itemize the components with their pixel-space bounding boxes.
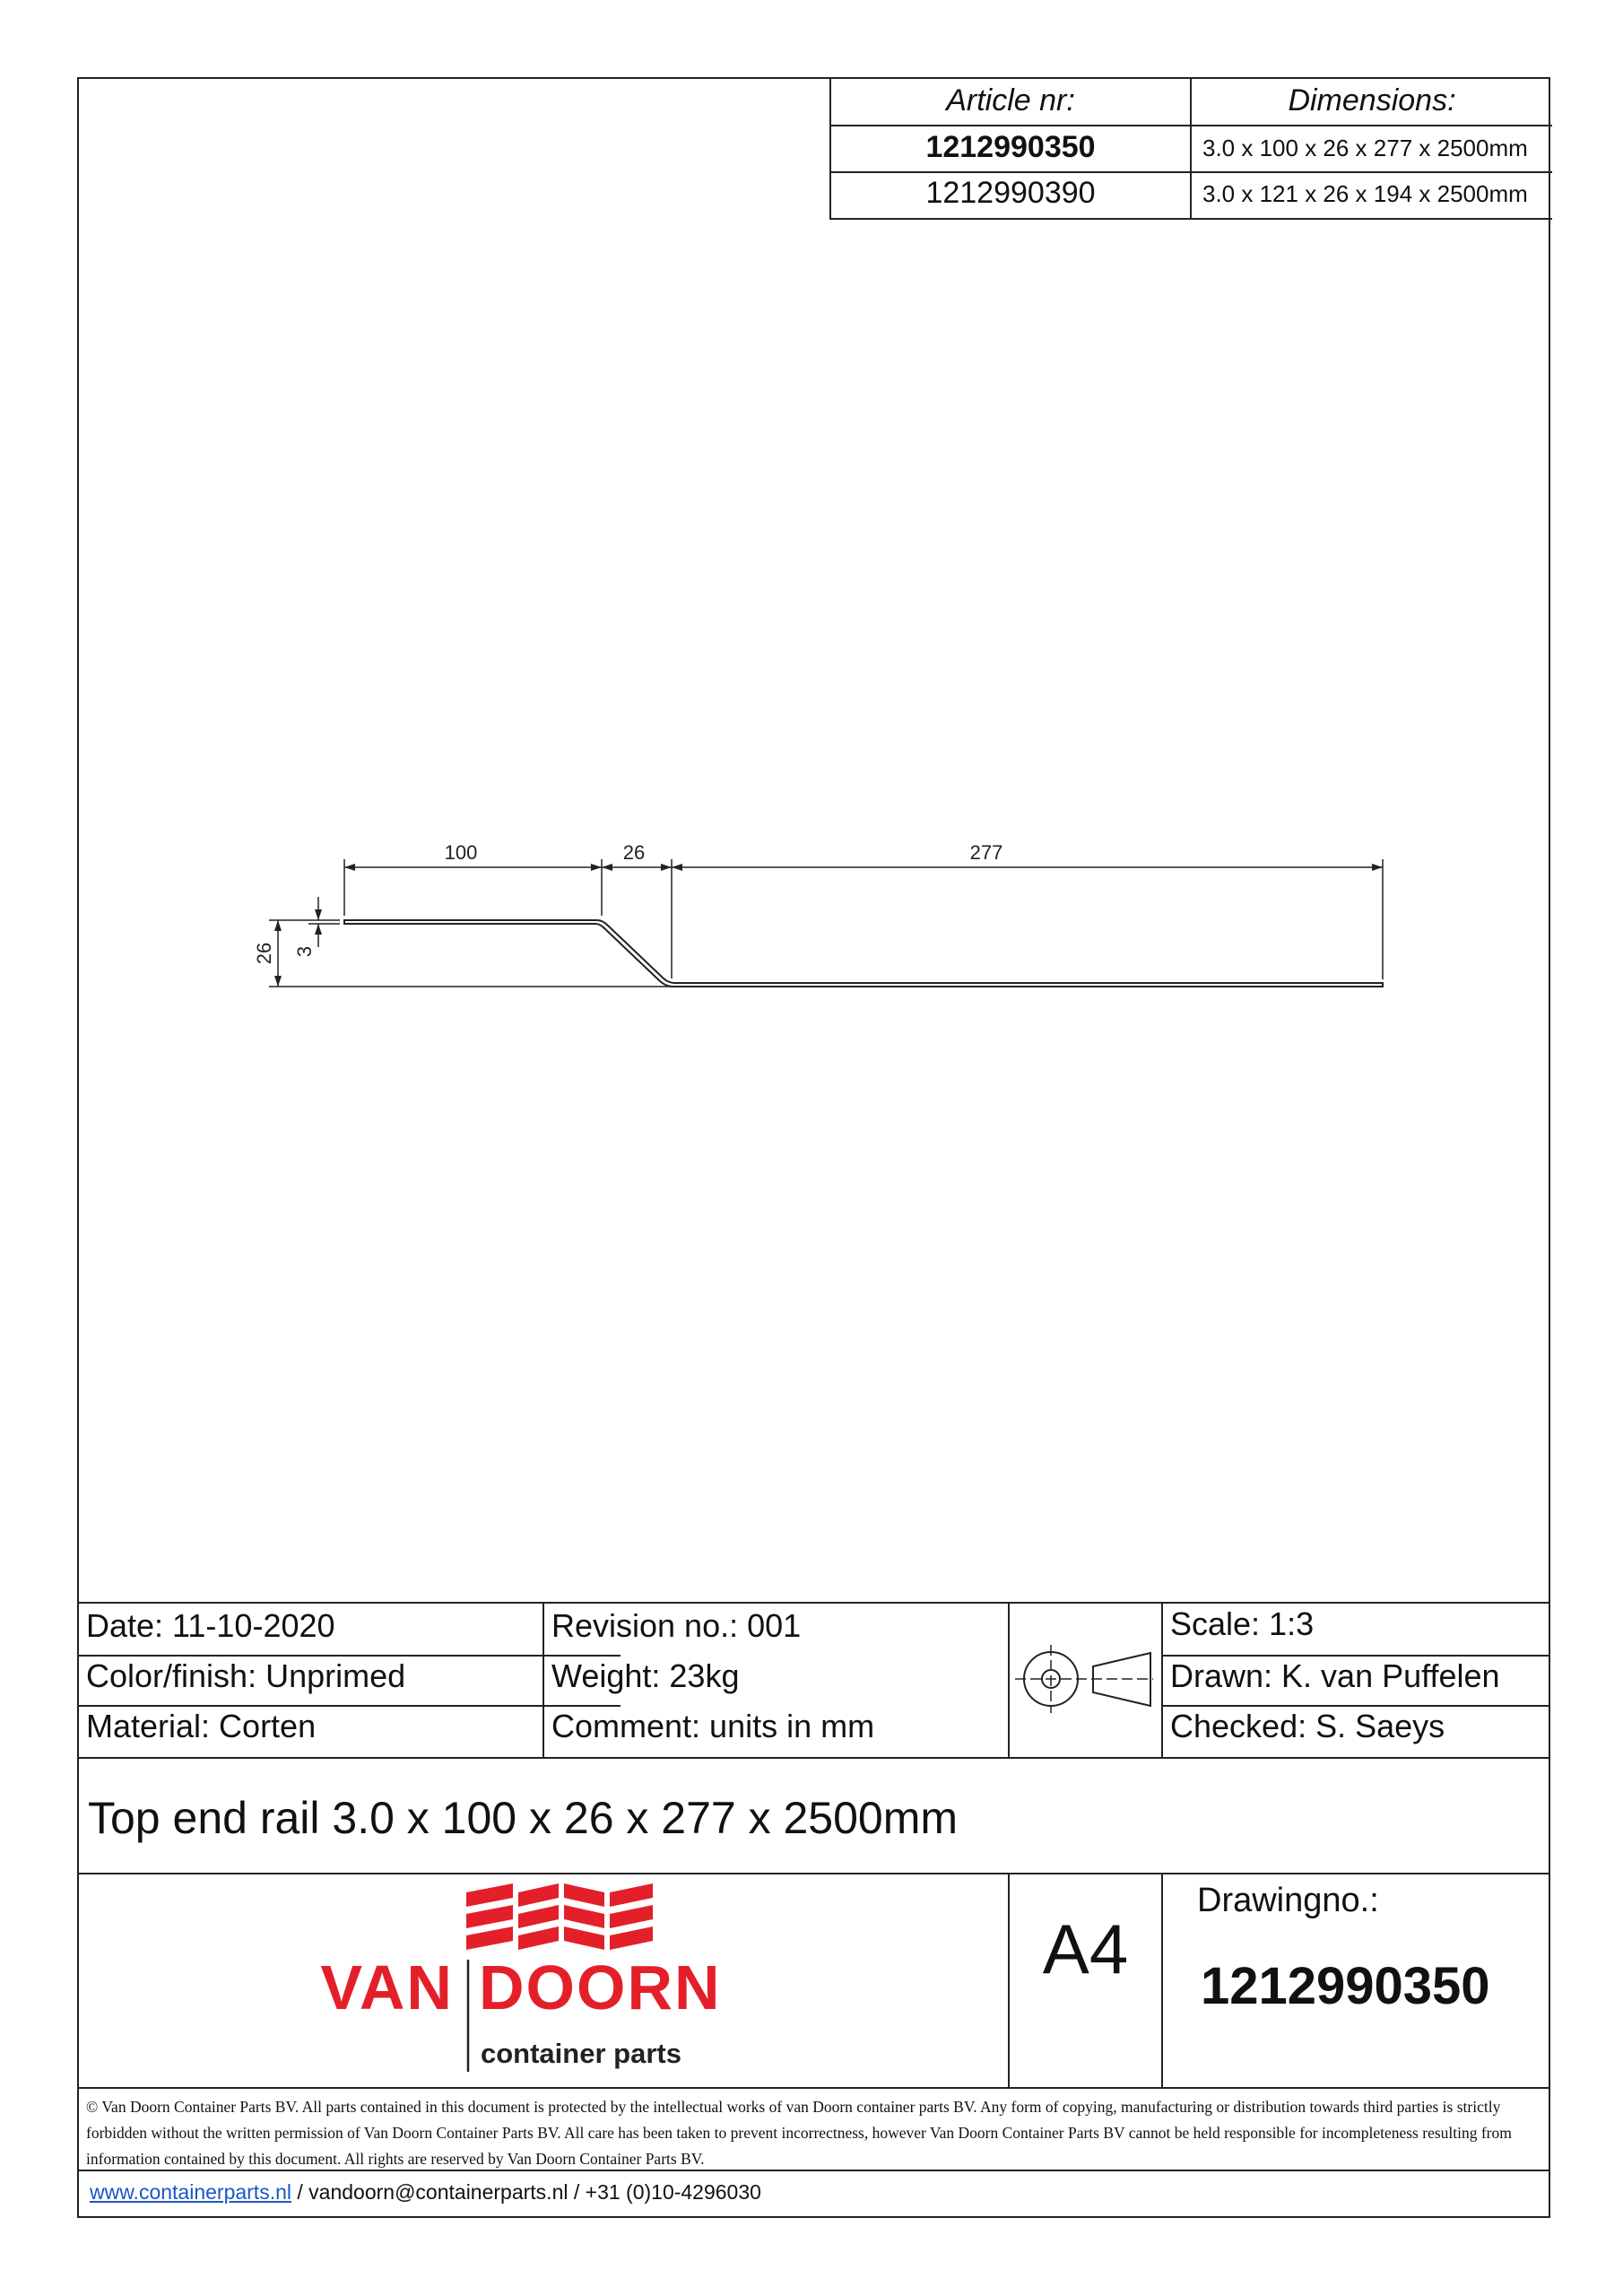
- weight-field: Weight: 23kg: [551, 1657, 740, 1694]
- contact-details: / vandoorn@containerparts.nl / +31 (0)10-4296030: [291, 2180, 761, 2204]
- dimension-label-26-side: 26: [253, 942, 275, 965]
- copyright-notice: © Van Doorn Container Parts BV. All parts contained in this document is protected by the intellectual works of van Doorn container parts BV. Any form of copying, manufacturing or distribution towards third parties is strictly forbidden without the written permission of Van Doorn Container Parts BV. All care has been taken to prevent incorrectness, however Van Doorn Container Parts BV cannot be held responsible for incompleteness resulting from information contained by this document. All rights are reserved by Van Doorn Container Parts BV.: [86, 2098, 1512, 2168]
- dimension-label-277: 277: [969, 841, 1003, 864]
- dimensions-cell: 3.0 x 100 x 26 x 277 x 2500mm: [1202, 135, 1528, 161]
- logo-brand-left: VAN: [320, 1952, 454, 2022]
- profile-drawing: [79, 79, 1552, 1604]
- revision-field: Revision no.: 001: [551, 1607, 802, 1644]
- checked-by-field: Checked: S. Saeys: [1170, 1708, 1445, 1744]
- date-field: Date: 11-10-2020: [86, 1607, 335, 1644]
- paper-size: A4: [1042, 1909, 1129, 1988]
- article-number-cell: 1212990350: [925, 130, 1096, 164]
- comment-field: Comment: units in mm: [551, 1708, 875, 1744]
- drawing-frame: [77, 77, 1550, 2218]
- website-link[interactable]: www.containerparts.nl: [90, 2180, 291, 2204]
- title-block: [79, 1602, 1549, 2218]
- dimension-label-26-top: 26: [622, 841, 646, 864]
- dimensions-cell: 3.0 x 121 x 26 x 194 x 2500mm: [1202, 180, 1528, 207]
- drawn-by-field: Drawn: K. van Puffelen: [1170, 1657, 1500, 1694]
- scale-field: Scale: 1:3: [1170, 1605, 1315, 1642]
- color-finish-field: Color/finish: Unprimed: [86, 1657, 406, 1694]
- material-field: Material: Corten: [86, 1708, 317, 1744]
- contact-line: [79, 2180, 1549, 2216]
- company-logo: [79, 1874, 1008, 2087]
- dimension-label-100: 100: [444, 841, 478, 864]
- logo-mark-icon: [79, 1874, 1008, 2087]
- article-number-cell: 1212990390: [925, 176, 1096, 210]
- dimension-label-3-side: 3: [293, 945, 316, 958]
- article-nr-header: Article nr:: [946, 83, 1075, 117]
- logo-brand-right: DOORN: [479, 1952, 722, 2022]
- dimensions-header: Dimensions:: [1288, 83, 1456, 117]
- drawing-title: Top end rail 3.0 x 100 x 26 x 277 x 2500mm: [88, 1793, 959, 1843]
- drawing-number: 1212990350: [1201, 1957, 1490, 2015]
- logo-tagline: container parts: [481, 2038, 681, 2069]
- projection-symbol-icon: [1010, 1604, 1161, 1757]
- rail-profile: [344, 920, 1383, 987]
- drawing-number-label: Drawingno.:: [1197, 1882, 1379, 1919]
